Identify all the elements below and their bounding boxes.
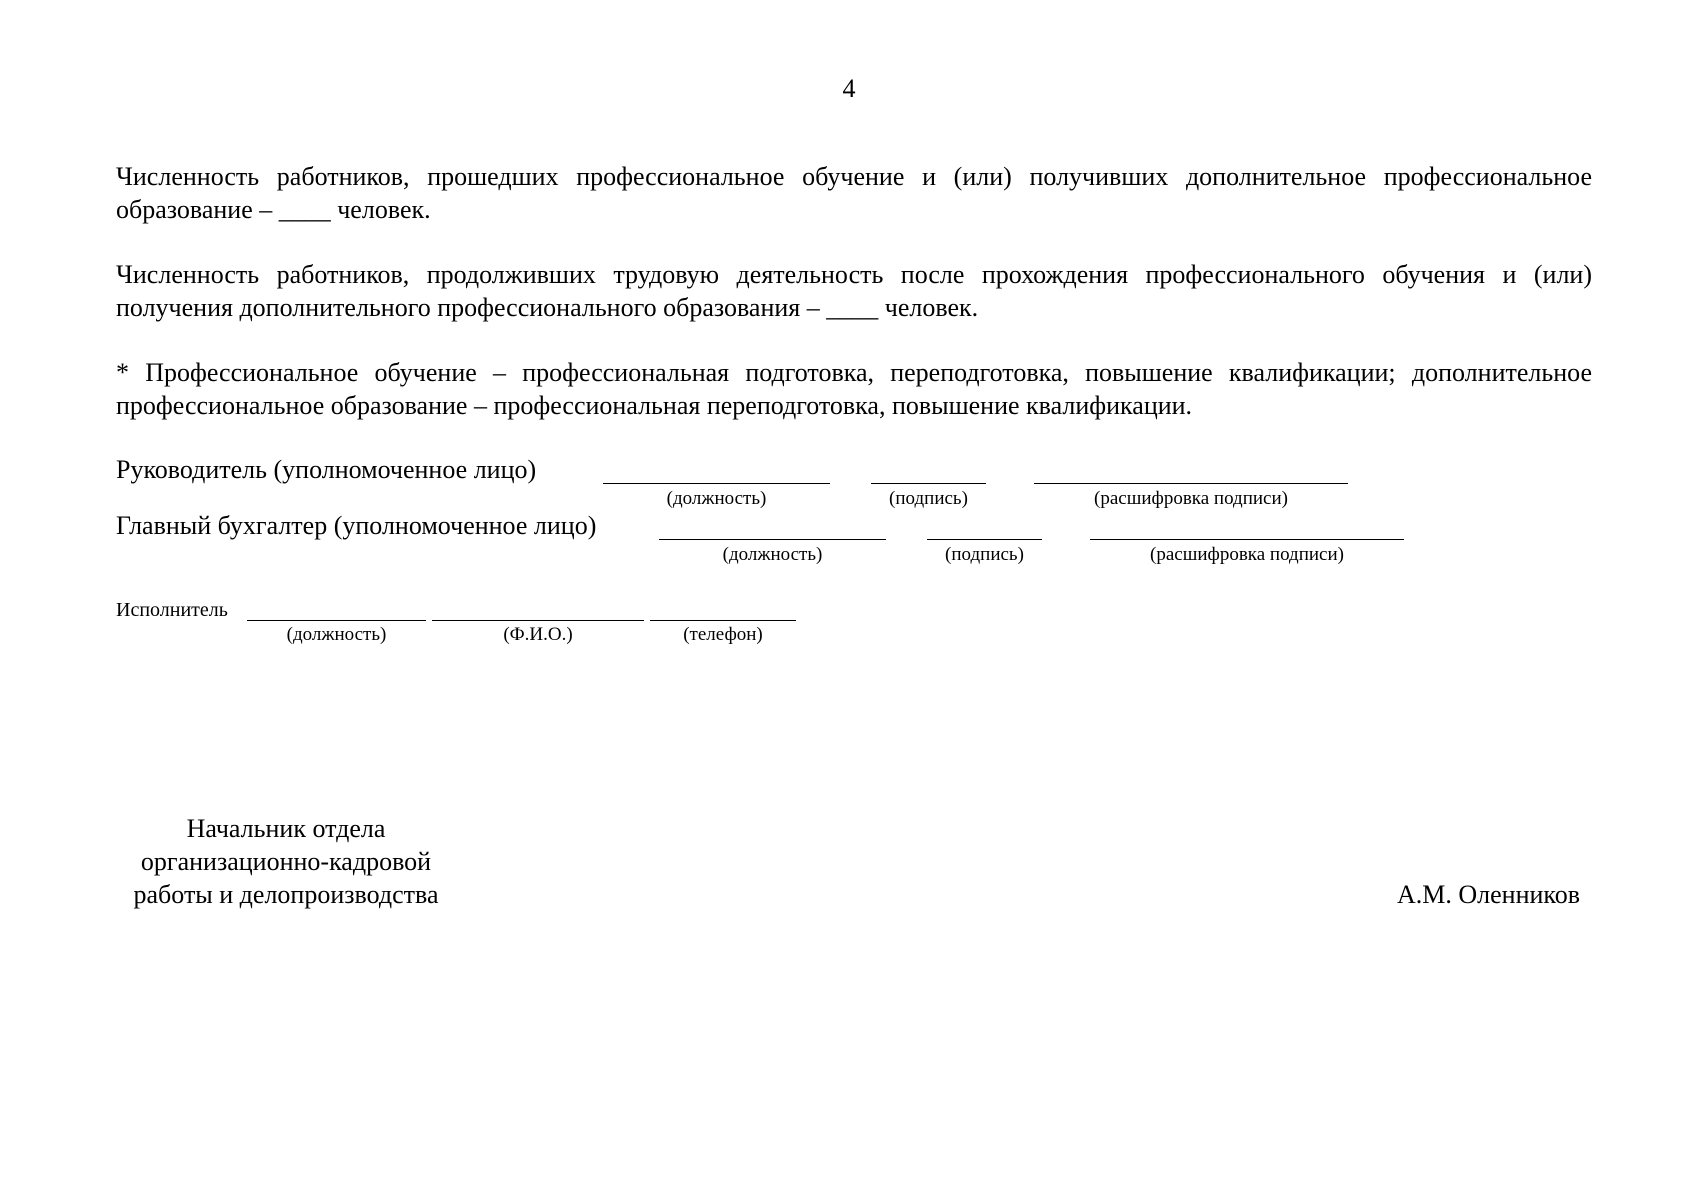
footnote-paragraph: * Профессиональное обучение – профессиональная подготовка, переподготовка, повышение квалификации; дополнительное профессиональное образование – профессиональная переподготовка, повышение квалификации. [116, 358, 1592, 420]
executor-label: Исполнитель [116, 599, 228, 621]
chief-accountant-decoding-caption: (расшифровка подписи) [1150, 544, 1344, 565]
chief-accountant-decoding-line [1090, 539, 1404, 540]
executor-phone-line [650, 620, 796, 621]
executor-name-caption: (Ф.И.О.) [503, 624, 573, 645]
continued-count-paragraph: Численность работников, продолживших трудовую деятельность после прохождения профессионального обучения и (или) получения дополнительного профессионального образования – ____ человек. [116, 260, 1592, 322]
head-signature-line [871, 483, 986, 484]
signer-title-line: Начальник отдела [186, 814, 386, 843]
chief-accountant-position-line [659, 539, 886, 540]
signer-title-line: организационно-кадровой [140, 847, 432, 876]
head-label: Руководитель (уполномоченное лицо) [116, 455, 537, 484]
chief-accountant-signature-caption: (подпись) [945, 544, 1024, 565]
executor-position-caption: (должность) [286, 624, 387, 645]
head-decoding-line [1034, 483, 1348, 484]
signer-title-line: работы и делопроизводства [133, 880, 439, 909]
chief-accountant-signature-line [927, 539, 1042, 540]
head-decoding-caption: (расшифровка подписи) [1094, 488, 1288, 509]
signer-name: А.М. Оленников [1396, 880, 1580, 909]
head-position-caption: (должность) [666, 488, 767, 509]
executor-phone-caption: (телефон) [683, 624, 763, 645]
page-number: 4 [842, 74, 856, 103]
head-position-line [603, 483, 830, 484]
chief-accountant-label: Главный бухгалтер (уполномоченное лицо) [116, 511, 597, 540]
trained-count-paragraph: Численность работников, прошедших профессиональное обучение и (или) получивших дополнительное профессиональное образование – ____ человек. [116, 162, 1592, 224]
executor-name-line [432, 620, 644, 621]
head-signature-caption: (подпись) [889, 488, 968, 509]
signer-title [116, 812, 456, 911]
chief-accountant-position-caption: (должность) [722, 544, 823, 565]
executor-position-line [247, 620, 426, 621]
